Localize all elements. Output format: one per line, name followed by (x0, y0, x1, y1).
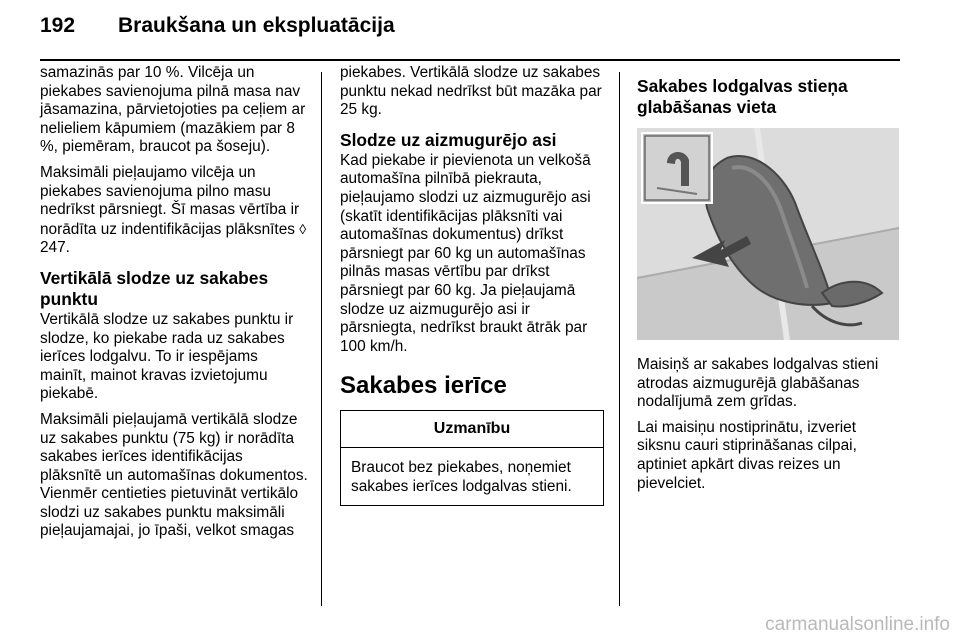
column-divider-1 (321, 72, 322, 606)
header-rule (40, 59, 900, 61)
page-header (40, 14, 395, 48)
column-divider-2 (619, 72, 620, 606)
heading-vertical-load: Vertikālā slodze uz sakabes punktu (40, 267, 269, 309)
heading-rear-axle-load: Slodze uz aizmugurējo asi (340, 129, 557, 150)
page-ref-arrow-icon: ◊ (299, 220, 307, 237)
column-1 (40, 64, 308, 548)
page-number: 192 (40, 14, 76, 37)
page-ref-link[interactable]: 247. (40, 239, 70, 257)
paragraph: Vertikālā slodze uz sakabes punktu ir slodze, ko piekabe rada uz sakabes ierīces lodgalvu. To ir iespējams mainīt, mainot kravas izvietojumu piekabē. (40, 310, 294, 403)
paragraph: Maksimāli pieļaujamo vilcēja un piekabes savienojuma pilno masu nedrīkst pārsniegt. Šī masas vērtība ir norādīta uz indentifikācijas plāksnītes ◊ 247. (40, 163, 307, 257)
column-3 (637, 64, 903, 500)
watermark: carmanualsonline.info (765, 614, 950, 635)
heading-towbar: Sakabes ierīce (340, 372, 507, 400)
paragraph: piekabes. Vertikālā slodze uz sakabes punktu nekad nedrīkst būt mazāka par 25 kg. (340, 64, 602, 119)
paragraph: Lai maisiņu nostiprinātu, izveriet siksnu cauri stiprināšanas cilpai, aptiniet apkārt divas reizes un pievelciet. (637, 418, 857, 492)
paragraph: samazinās par 10 %. Vilcēja un piekabes savienojuma pilnā masa nav jāsamazina, pārvietojoties pa ceļiem ar nelieliem kāpumiem (mazākiem par 8 %, piemēram, braucot pa šoseju). (40, 64, 306, 156)
column-2 (340, 64, 604, 506)
warning-title: Uzmanību (341, 411, 603, 448)
heading-storage: Sakabes lodgalvas stieņa glabāšanas vieta (637, 76, 848, 117)
paragraph: Maksimāli pieļaujamā vertikālā slodze uz sakabes punktu (75 kg) ir norādīta sakabes ierīces identifikācijas plāksnītē un automašīnas dokumentos. Vienmēr centieties pietuvināt vertikālo slodzi uz sakabes punktu maksimāli pieļaujamajai, jo īpaši, velkot smagas (40, 410, 308, 540)
paragraph: Kad piekabe ir pievienota un velkošā automašīna pilnībā piekrauta, pieļaujamo slodzi uz aizmugurējo asi (skatīt identifikācijas plāksnīti vai automašīnas dokumentus) drīkst pārsniegt par 60 kg un automašīnas pilnās masas vērtību par drīkst pārsniegt par 60 kg. Ja pieļaujamā slodze uz aizmugurējo asi ir pārsniegta, nedrīkst braukt ātrāk par 100 km/h. (340, 151, 591, 355)
warning-text: Braucot bez piekabes, noņemiet sakabes ierīces lodgalvas stieni. (351, 458, 572, 495)
section-title: Braukšana un ekspluatācija (118, 14, 395, 37)
warning-box (340, 410, 604, 506)
towbar-bag-illustration (637, 128, 899, 340)
paragraph: Maisiņš ar sakabes lodgalvas stieni atrodas aizmugurējā glabāšanas nodalījumā zem grīdas. (637, 356, 879, 411)
